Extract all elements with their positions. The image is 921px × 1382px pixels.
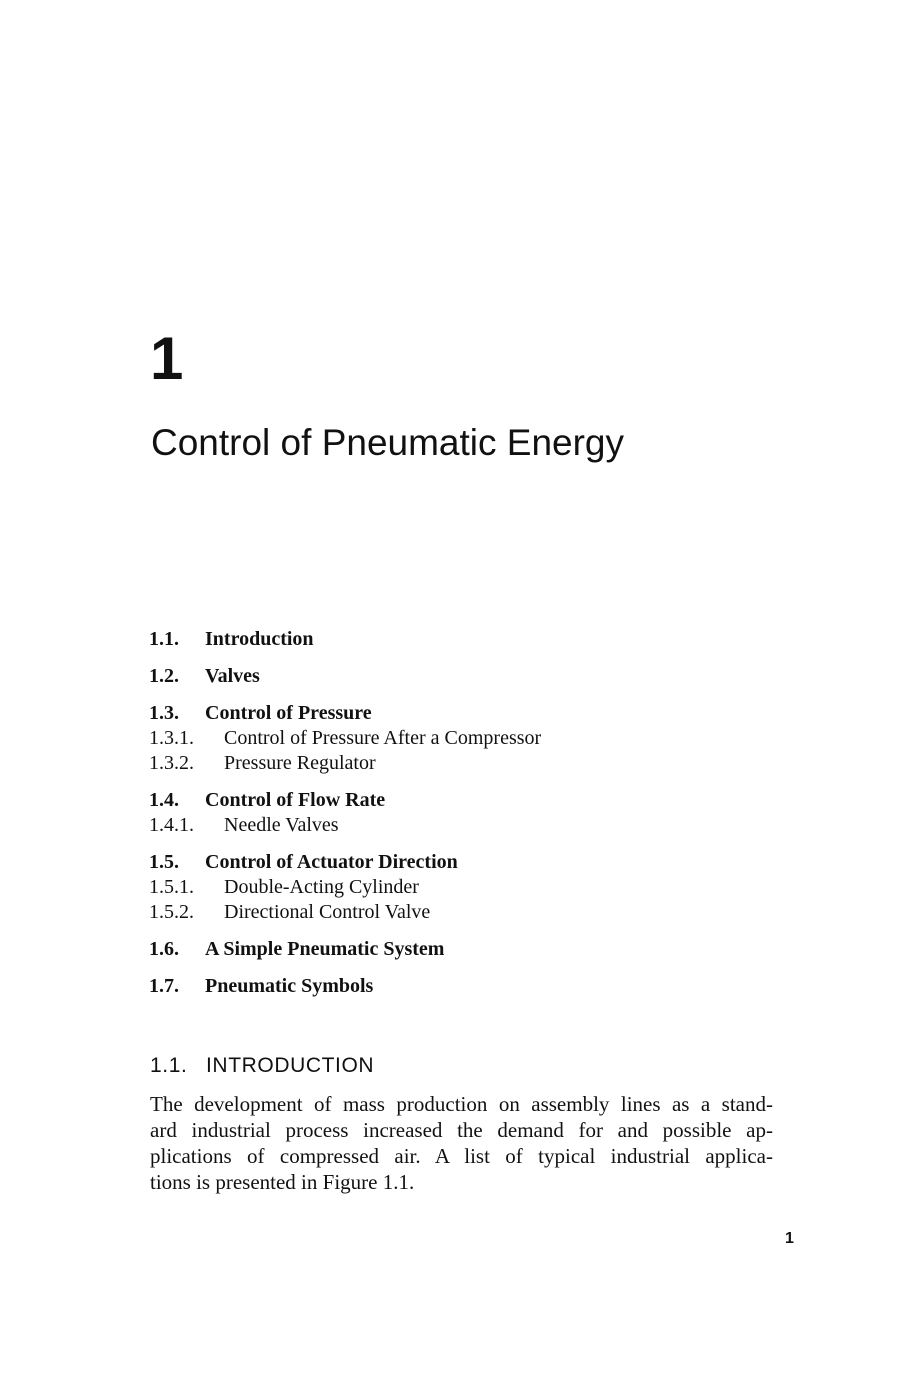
toc-subitem: 1.4.1. Needle Valves	[149, 814, 339, 836]
toc-item: 1.5. Control of Actuator Direction	[149, 851, 458, 873]
page-number: 1	[785, 1230, 794, 1247]
chapter-title: Control of Pneumatic Energy	[151, 422, 625, 463]
toc-item: 1.4. Control of Flow Rate	[149, 789, 386, 811]
toc-item: 1.7. Pneumatic Symbols	[149, 975, 374, 997]
toc-subitem: 1.3.2. Pressure Regulator	[149, 752, 376, 774]
toc-item: 1.3. Control of Pressure	[149, 702, 372, 724]
section-heading	[150, 1052, 374, 1080]
section-title: INTRODUCTION	[206, 1054, 375, 1077]
section-number: 1.1.	[150, 1054, 188, 1077]
toc-subitem: 1.5.1. Double-Acting Cylinder	[149, 876, 419, 898]
toc-subitem: 1.5.2. Directional Control Valve	[149, 901, 431, 923]
toc-item: 1.6. A Simple Pneumatic System	[149, 938, 445, 960]
paragraph-line: plications of compressed air. A list of typical industrial applica-	[150, 1144, 773, 1168]
toc-item: 1.1. Introduction	[149, 628, 314, 650]
chapter-number: 1	[150, 325, 184, 392]
paragraph-line: tions is presented in Figure 1.1.	[150, 1170, 415, 1194]
chapter-contents	[149, 627, 789, 999]
paragraph-line: ard industrial process increased the demand for and possible ap-	[150, 1118, 773, 1142]
paragraph-line: The development of mass production on assembly lines as a stand-	[150, 1092, 773, 1116]
toc-subitem: 1.3.1. Control of Pressure After a Compressor	[149, 727, 542, 749]
body-paragraph	[150, 1091, 773, 1195]
toc-item: 1.2. Valves	[149, 665, 260, 687]
